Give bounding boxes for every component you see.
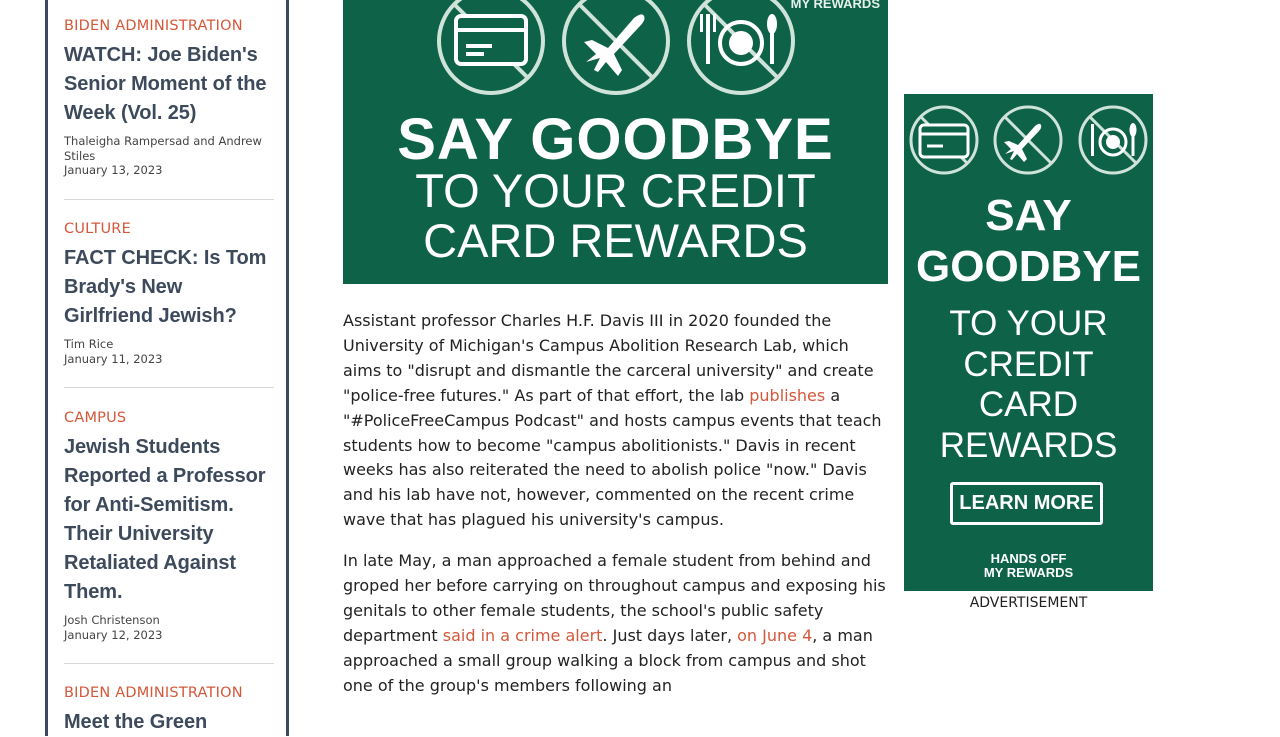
article-paragraph <box>343 549 891 698</box>
story-card[interactable] <box>64 220 276 366</box>
story-title[interactable]: FACT CHECK: Is Tom Brady's New Girlfriend Jewish? <box>64 247 267 327</box>
story-divider <box>64 663 274 664</box>
no-rewards-icons <box>907 104 1150 179</box>
ad-subheadline-line: CREDIT <box>963 344 1094 384</box>
ad-subheadline-line: CARD <box>978 385 1079 424</box>
dining-icon <box>689 0 793 93</box>
story-title[interactable]: WATCH: Joe Biden's Senior Moment of the Week (Vol. 25) <box>64 44 267 124</box>
ad-subheadline-line: TO YOUR CREDIT <box>415 164 816 217</box>
ad-subheadline <box>343 166 888 266</box>
article-text: , a man approached a small group walking a block from campus and shot one of the group's members following an <box>343 625 873 695</box>
story-card[interactable] <box>64 17 276 178</box>
june-4-link[interactable]: on June 4 <box>737 625 813 645</box>
ad-headline-line: GOODBYE <box>916 242 1141 291</box>
article-text: . Just days later, <box>602 625 738 645</box>
story-category[interactable]: CAMPUS <box>64 410 127 426</box>
article-text: Assistant professor Charles H.F. Davis III in 2020 founded the University of Michigan's Campus Abolition Research Lab, which aims to "disrupt and dismantle the carceral university" and create "police-free futures." As part of that effort, the lab <box>343 311 874 405</box>
article-text: In late May, a man approached a female student from behind and groped her before carrying on throughout campus and exposing his genitals to other female students, the school's public safety department <box>343 551 886 645</box>
article-text: a "#PoliceFreeCampus Podcast" and hosts campus events that teach students how to become "campus abolitionists." Davis in recent weeks has also reiterated the need to abolish police "now." Davis and his lab have not, however, commented on the recent crime wave that has plagued his university's campus. <box>343 385 882 530</box>
ad-subheadline <box>904 304 1153 466</box>
ad-subheadline-line: TO YOUR <box>949 304 1108 343</box>
publishes-link[interactable]: publishes <box>749 385 826 405</box>
credit-card-icon <box>439 0 543 93</box>
learn-more-button[interactable]: LEARN MORE <box>950 482 1103 525</box>
ad-brand-line: MY REWARDS <box>983 565 1074 580</box>
story-divider <box>64 387 274 388</box>
ad-brand <box>904 552 1153 580</box>
credit-card-icon <box>911 107 977 173</box>
article-body <box>343 309 891 715</box>
ad-brand: MY REWARDS <box>790 0 880 11</box>
ad-headline: SAY GOODBYE <box>397 107 834 172</box>
sidebar-advertisement[interactable] <box>904 94 1153 591</box>
airplane-icon <box>564 0 668 93</box>
article-paragraph <box>343 309 891 533</box>
ad-headline-line: SAY <box>985 191 1072 240</box>
story-author: Josh Christenson <box>64 613 160 627</box>
advertisement-label: ADVERTISEMENT <box>969 595 1088 611</box>
ad-headline <box>904 190 1153 292</box>
banner-advertisement[interactable] <box>343 0 888 284</box>
no-rewards-icons <box>436 0 796 99</box>
story-divider <box>64 199 274 200</box>
ad-subheadline-line: CARD REWARDS <box>423 214 808 267</box>
crime-alert-link[interactable]: said in a crime alert <box>442 625 603 645</box>
story-author: Tim Rice <box>64 337 114 351</box>
story-date: January 12, 2023 <box>64 627 163 642</box>
related-stories-sidebar <box>45 0 289 736</box>
story-author: Thaleigha Rampersad and Andrew Stiles <box>64 134 262 163</box>
dining-icon <box>1080 107 1146 173</box>
story-category[interactable]: BIDEN ADMINISTRATION <box>64 18 243 34</box>
story-category[interactable]: CULTURE <box>64 221 131 237</box>
ad-brand-line: HANDS OFF <box>990 551 1067 566</box>
airplane-icon <box>995 107 1061 173</box>
story-title[interactable]: Jewish Students Reported a Professor for Anti-Semitism. Their University Retaliated Against Them. <box>64 436 266 603</box>
story-card[interactable] <box>64 684 276 737</box>
ad-subheadline-line: REWARDS <box>939 425 1118 465</box>
story-title[interactable]: Meet the Green <box>64 711 208 733</box>
story-category[interactable]: BIDEN ADMINISTRATION <box>64 685 243 701</box>
story-date: January 11, 2023 <box>64 351 163 366</box>
story-card[interactable] <box>64 409 276 642</box>
story-date: January 13, 2023 <box>64 163 163 177</box>
